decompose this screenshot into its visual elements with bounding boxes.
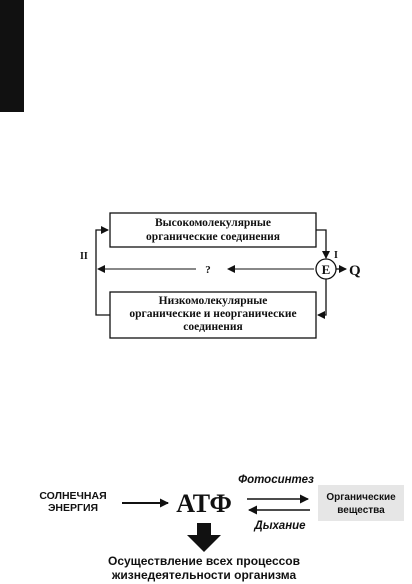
- high-box-line1: Высокомолекулярные: [154, 217, 272, 229]
- low-box-line2: органические и неорганические: [129, 308, 297, 320]
- low-box-line3: соединения: [183, 321, 243, 333]
- substance-cycle-diagram: [0, 195, 412, 355]
- path-label-i: I: [334, 250, 338, 261]
- page-edge-tab: [0, 0, 24, 112]
- solar-energy-line1: СОЛНЕЧНАЯ: [39, 490, 107, 502]
- atp-energy-diagram: [0, 462, 412, 584]
- heat-symbol: Q: [349, 263, 361, 279]
- result-line2: жизнедеятельности организма: [111, 568, 297, 582]
- high-box-line2: органические соединения: [146, 231, 280, 243]
- circle-to-low-arrow: [318, 279, 326, 315]
- atp-label: АТФ: [176, 489, 232, 518]
- solar-energy-line2: ЭНЕРГИЯ: [47, 502, 99, 514]
- respiration-label: Дыхание: [254, 520, 306, 532]
- low-box-line1: Низкомолекулярные: [158, 295, 268, 307]
- energy-symbol: E: [321, 262, 331, 277]
- organics-line2: вещества: [337, 505, 385, 516]
- path-label-ii: II: [80, 251, 88, 262]
- down-arrow-icon: [187, 523, 221, 552]
- organics-line1: Органические: [326, 492, 396, 503]
- middle-question: ?: [205, 264, 211, 276]
- result-line1: Осуществление всех процессов: [108, 554, 300, 568]
- photosynthesis-label: Фотосинтез: [238, 474, 314, 486]
- path-ii-arrow: [96, 230, 110, 315]
- path-i-arrow: [316, 230, 326, 258]
